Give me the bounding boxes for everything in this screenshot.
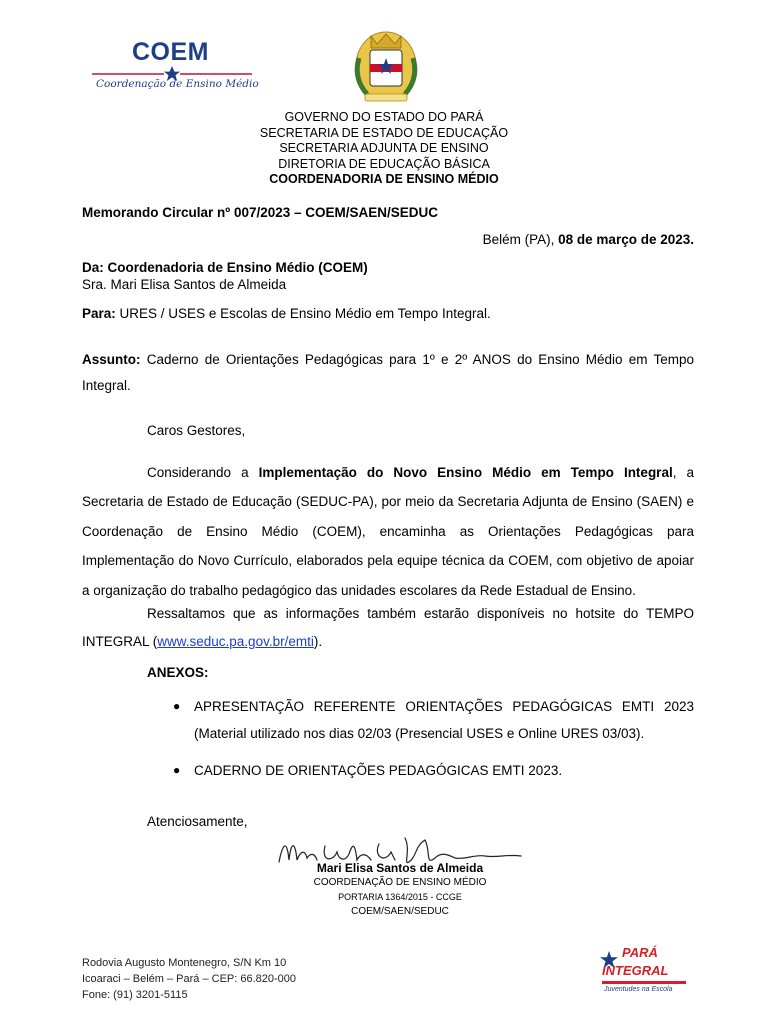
p1-bold: Implementação do Novo Ensino Médio em Tempo Integral: [258, 465, 673, 480]
signature-unit: COEM/SAEN/SEDUC: [351, 906, 449, 917]
body-paragraph-2: [82, 600, 694, 656]
memo-number: Memorando Circular nº 007/2023 – COEM/SAEN/SEDUC: [82, 205, 439, 220]
signature-name: Mari Elisa Santos de Almeida: [316, 861, 484, 875]
subject-label: Assunto:: [82, 352, 141, 367]
to-value: URES / USES e Escolas de Ensino Médio em Tempo Integral.: [119, 306, 491, 321]
signature-portaria: PORTARIA 1364/2015 - CCGE: [338, 892, 462, 902]
footer-address-2: Icoaraci – Belém – Pará – CEP: 66.820-000: [82, 973, 297, 985]
memo-to: [82, 305, 491, 323]
hotsite-link[interactable]: www.seduc.pa.gov.br/emti: [157, 634, 314, 649]
memo-subject: [82, 347, 694, 399]
signature-block: [275, 832, 525, 922]
annex-item-2: [147, 757, 694, 784]
annexes-title: ANEXOS:: [147, 665, 209, 680]
header-bold-line: COORDENADORIA DE ENSINO MÉDIO: [269, 172, 499, 186]
para-integral-line2: INTEGRAL: [602, 963, 669, 978]
from-value: Coordenadoria de Ensino Médio (COEM): [107, 260, 368, 275]
greeting: Caros Gestores,: [147, 423, 246, 438]
from-label: Da:: [82, 260, 104, 275]
memo-from: [82, 259, 368, 277]
body-paragraph-1: [82, 458, 694, 605]
footer-address-1: Rodovia Augusto Montenegro, S/N Km 10: [82, 957, 287, 969]
subject-value: Caderno de Orientações Pedagógicas para 1º e 2º ANOS do Ensino Médio em Tempo Integral.: [82, 352, 694, 393]
from-person: Sra. Mari Elisa Santos de Almeida: [82, 277, 287, 292]
bullet-icon: ●: [173, 763, 181, 777]
coem-logo: [92, 38, 259, 92]
header-line-1: GOVERNO DO ESTADO DO PARÁ: [284, 110, 484, 124]
annex-item-1-text: APRESENTAÇÃO REFERENTE ORIENTAÇÕES PEDAGÓGICAS EMTI 2023 (Material utilizado nos dias 02/03 (Presencial USES e Online URES 03/03).: [194, 699, 694, 741]
p2-end: ).: [313, 634, 323, 649]
p1-start: Considerando a: [147, 465, 249, 480]
memo-date-place: Belém (PA),: [482, 232, 555, 247]
para-integral-logo: [596, 943, 692, 1003]
memo-date-day: 08 de março de 2023.: [558, 232, 694, 247]
p1-rest: , a Secretaria de Estado de Educação (SEDUC-PA), por meio da Secretaria Adjunta de Ensino (SAEN) e Coordenação de Ensino Médio (COEM), encaminha as Orientações Pedagógicas para Implementação do Novo Currículo, elaborados pela equipe técnica da COEM, com objetivo de apoiar a organização do trabalho pedagógico das unidades escolares da Rede Estadual de Ensino.: [82, 465, 694, 598]
header-line-4: DIRETORIA DE EDUCAÇÃO BÁSICA: [278, 156, 490, 171]
annex-item-1: [147, 693, 694, 747]
para-integral-tagline: Juventudes na Escola: [604, 986, 673, 993]
to-label: Para:: [82, 306, 116, 321]
annexes-list: [147, 693, 694, 794]
coem-logo-text: COEM: [132, 38, 209, 66]
bullet-icon: ●: [173, 699, 181, 713]
annex-item-2-text: CADERNO DE ORIENTAÇÕES PEDAGÓGICAS EMTI 2023.: [194, 763, 563, 778]
para-integral-line1: PARÁ: [622, 945, 658, 960]
header-line-2: SECRETARIA DE ESTADO DE EDUCAÇÃO: [259, 125, 509, 140]
header-line-3: SECRETARIA ADJUNTA DE ENSINO: [279, 141, 489, 155]
closing: Atenciosamente,: [147, 814, 248, 829]
p2-start: Ressaltamos que as informações também estarão disponíveis no hotsite do TEMPO INTEGRAL (: [82, 606, 694, 649]
memo-date: [483, 231, 694, 249]
para-integral-underline: [602, 981, 686, 984]
footer-phone: Fone: (91) 3201-5115: [82, 989, 188, 1001]
coem-logo-subtitle: Coordenação de Ensino Médio: [96, 78, 259, 90]
state-coat-of-arms-icon: [351, 28, 421, 106]
signature-role: COORDENAÇÃO DE ENSINO MÉDIO: [313, 877, 487, 888]
